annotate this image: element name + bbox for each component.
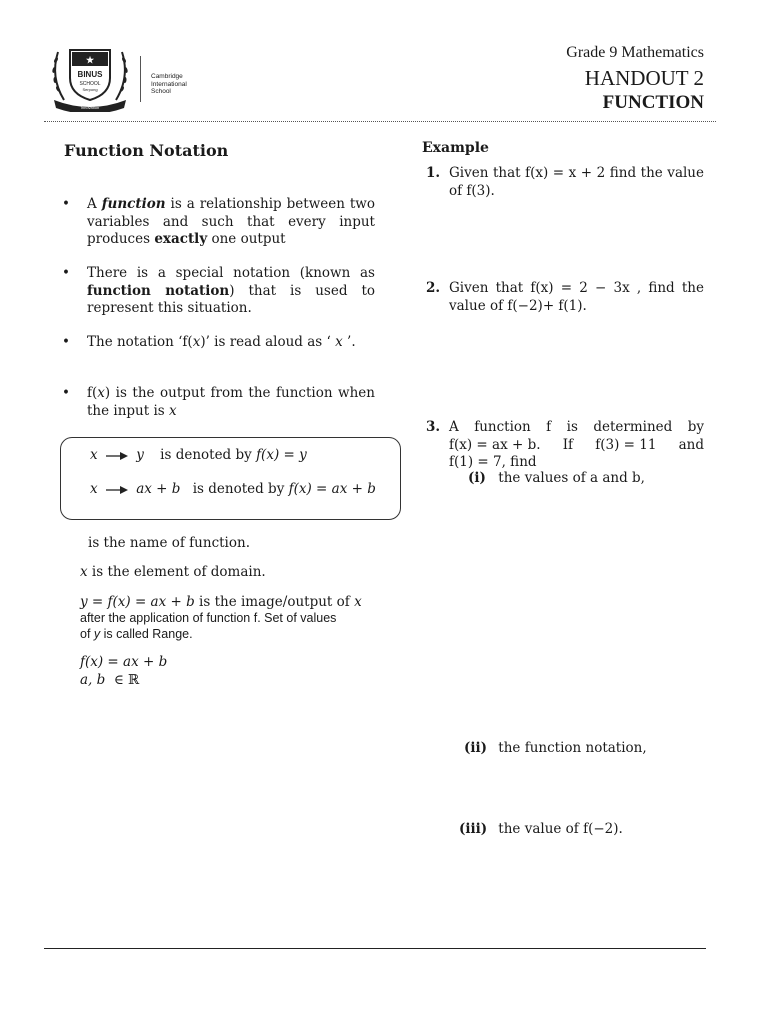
mapping-row: x ax + b is denoted by f(x) = ax + b: [90, 481, 376, 497]
bullet-output: • f(x) is the output from the function when the input is x: [62, 385, 375, 419]
note-function-name: is the name of function.: [88, 535, 250, 551]
note-real-numbers: a, b ∈ ℝ: [80, 672, 140, 688]
logo-text: BINUS: [77, 70, 103, 79]
note-range-line2: of y is called Range.: [80, 627, 193, 641]
bullet-definition: • A function is a relationship between two variables and such that every input produces exactly one output: [62, 196, 375, 247]
question-3-part-i: (i) the values of a and b,: [468, 470, 645, 486]
note-image: y = f(x) = ax + b is the image/output of x: [80, 594, 362, 610]
cambridge-text: Cambridge International School: [151, 73, 187, 95]
arrow-right-icon: [106, 485, 128, 495]
note-domain: x is the element of domain.: [80, 564, 266, 580]
grade-title: Grade 9 Mathematics: [566, 44, 704, 61]
note-range-line1: after the application of function f. Set of values: [80, 611, 337, 625]
bullet-notation: • There is a special notation (known as function notation) that is used to represent this situation.: [62, 265, 376, 316]
arrow-right-icon: [106, 451, 128, 461]
question-3: 3. A function f is determined by f(x) = ax + b. If f(3) = 11 and f(1) = 7, find: [426, 419, 704, 470]
mapping-row: x y is denoted by f(x) = y: [90, 447, 307, 463]
bullet-read-aloud: • The notation ‘f(x)’ is read aloud as ‘ x ’.: [62, 334, 356, 350]
question-3-part-ii: (ii) the function notation,: [464, 740, 647, 756]
note-definition: f(x) = ax + b: [80, 654, 168, 670]
school-logo: [48, 42, 132, 112]
question-1: 1. Given that f(x) = x + 2 find the value of f(3).: [426, 165, 704, 199]
question-2: 2. Given that f(x) = 2 − 3x , find the value of f(−2)+ f(1).: [426, 280, 704, 314]
topic-title: FUNCTION: [602, 92, 704, 113]
section-title: Function Notation: [64, 141, 229, 160]
question-3-part-iii: (iii) the value of f(−2).: [459, 821, 623, 837]
svg-text:★: ★: [85, 55, 95, 65]
logo-divider: [140, 56, 141, 102]
svg-text:SCHOOL: SCHOOL: [79, 81, 101, 87]
svg-text:Innovation: Innovation: [80, 105, 100, 110]
svg-text:Serpong: Serpong: [82, 87, 98, 92]
handout-title: HANDOUT 2: [584, 66, 704, 90]
example-title: Example: [422, 140, 489, 156]
footer-rule: [44, 948, 706, 949]
header-rule: [44, 121, 716, 122]
